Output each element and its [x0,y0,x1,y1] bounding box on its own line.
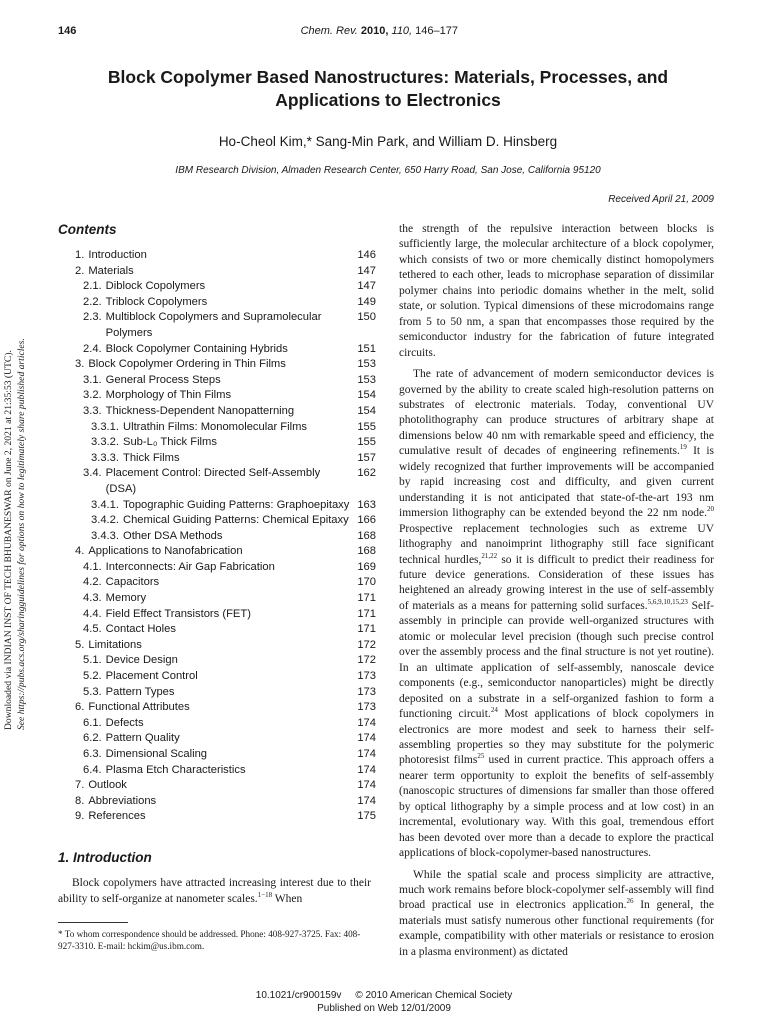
toc-entry-number: 6. [75,701,85,714]
toc-entry [58,529,376,545]
toc-entry-page: 169 [357,560,376,573]
toc-entry [58,731,376,747]
toc-entry-label: Block Copolymer Containing Hybrids [105,342,288,355]
toc-entry-label: Materials [88,264,134,277]
toc-entry [58,498,376,514]
toc-entry-label: Applications to Nanofabrication [88,545,243,558]
toc-entry-number: 3.4.1. [91,498,119,511]
toc-entry-page: 170 [357,576,376,589]
toc-entry [58,638,376,654]
footer-doi-line [0,990,768,1001]
toc-entry-label: Block Copolymer Ordering in Thin Films [88,358,286,371]
toc-entry-number: 5. [75,638,85,651]
toc-entry-label: Limitations [88,638,142,651]
toc-entry [58,544,376,560]
toc-entry-number: 7. [75,779,85,792]
toc-entry-label: Functional Attributes [88,701,190,714]
toc-entry-label: Dimensional Scaling [105,748,208,760]
table-of-contents [58,248,376,825]
footnote-divider [58,922,128,923]
download-notice-line1: Downloaded via INDIAN INST OF TECH BHUBANESWAR on June 2, 2021 at 21:35:53 (UTC). [3,350,14,730]
toc-entry-label: Pattern Types [105,685,175,698]
toc-entry-label: Interconnects: Air Gap Fabrication [105,560,275,573]
toc-entry-page: 157 [357,451,376,464]
toc-entry-label: Capacitors [105,576,160,589]
toc-entry-page: 175 [357,810,376,823]
toc-entry-page: 174 [357,716,376,729]
toc-entry-label: Plasma Etch Characteristics [105,763,246,776]
toc-entry [58,607,376,623]
toc-entry [58,669,376,685]
toc-entry-page: 153 [357,373,376,386]
toc-entry-page: 168 [357,529,376,542]
toc-entry-page: 171 [357,592,376,605]
toc-entry [58,451,376,467]
toc-entry-number: 3.2. [83,389,102,402]
toc-entry-number: 2.1. [83,280,102,293]
journal-citation [301,25,458,37]
toc-entry-page: 172 [357,654,376,667]
toc-entry [58,420,376,436]
toc-entry-number: 5.1. [83,654,102,667]
toc-entry [58,388,376,404]
toc-entry [58,404,376,420]
toc-entry-label: Sub-L₀ Thick Films [123,436,217,449]
introduction-heading: 1. Introduction [58,850,152,865]
toc-entry-number: 4.5. [83,623,102,636]
toc-entry [58,778,376,794]
toc-entry-page: 171 [357,623,376,636]
authors: Ho-Cheol Kim,* Sang-Min Park, and William D. Hinsberg [218,134,558,149]
toc-entry-number: 9. [75,810,85,823]
page-number: 146 [58,25,77,37]
contents-heading: Contents [58,222,117,237]
toc-entry-page: 155 [357,436,376,449]
toc-entry-label: Triblock Copolymers [105,295,208,308]
toc-entry [58,279,376,295]
toc-entry-number: 6.3. [83,748,102,760]
toc-entry [58,513,376,529]
toc-entry-page: 149 [357,295,376,308]
toc-entry-page: 155 [357,420,376,433]
toc-entry-label: Thickness-Dependent Nanopatterning [105,404,295,417]
toc-entry-page: 146 [357,249,376,261]
toc-entry [58,747,376,763]
body-right-column [399,222,714,966]
toc-entry-page: 172 [357,638,376,651]
toc-entry-label: Other DSA Methods [123,529,223,542]
body-paragraph-2: The rate of advancement of modern semiconductor devices is governed by the ability to create scaled high-resolution patterns on substrates of electronic materials. Today, conventional UV photolithography can produce structures of arbitrary shape at dimensions below 40 nm with remarkable speed and efficiency, the cumulative result of decades of engineering refinements.$^{19}$ It is widely recognized that further improvements will be accompanied by rapid increasing cost and difficulty, and given current understanding it is not anticipated that state-of-the-art 193 nm immersion lithography can be extended beyond the 22 nm node.$^{20}$ Prospective replacement technologies such as extreme UV lithography and nanoimprint lithography still face significant technical hurdles,$^{21,22}$ so it is difficult to predict their readiness for future device generations. Consideration of these issues has heightened an already growing interest in the use of self-assembly of materials as a means for patterning solid surfaces.$^{5,6,9,10,15,23}$ Self-assembly in principle can provide well-organized structures with atomic or molecular level precision (though such precise control over the assembly process and the final structure is not yet routine). In an ultimate application of self-assembly, nanoscale device components (e.g., semiconductor nanoparticles) might be directly deposited on a substrate in a self-organized fashion to form a functioning circuit.$^{24}$ Most applications of block copolymers in electronics are more modest and seek to harness their self-assembling properties so they may substitute for the polymeric photoresist films$^{25}$ used in current practice. This approach offers a nearer term opportunity to exploit the benefits of self-assembly (nanoscopic structures of dimensions far smaller than those offered by optical lithography by a simple process and at low cost) in an incremental, evolutionary way. With this goal, tremendous effort has been devoted over more than a decade to explore the practical applications of block-copolymer-based nanostructures. [399,368,714,860]
toc-entry-page: 154 [357,404,376,417]
toc-entry-number: 4.1. [83,560,102,573]
toc-entry-page: 171 [357,607,376,620]
toc-entry [58,248,376,264]
toc-entry-page: 163 [357,498,376,511]
toc-entry [58,763,376,779]
toc-entry-label: Topographic Guiding Patterns: Graphoepitaxy [123,498,350,511]
article-title: Block Copolymer Based Nanostructures: Materials, Processes, and Applications to Electronics [107,67,669,110]
toc-entry-number: 3.3.1. [91,420,119,433]
toc-entry [58,700,376,716]
toc-entry-label: Introduction [88,249,147,261]
toc-entry-number: 3.4.3. [91,529,119,542]
toc-entry-page: 153 [357,358,376,371]
toc-entry [58,622,376,638]
toc-entry-label: Memory [105,592,147,605]
toc-entry-number: 6.4. [83,763,102,776]
toc-entry [58,357,376,373]
toc-entry [58,575,376,591]
journal-pages: 146–177 [415,25,458,37]
toc-entry [58,685,376,701]
toc-entry-number: 3. [75,358,85,371]
toc-entry-number: 6.2. [83,732,102,745]
toc-entry [58,591,376,607]
toc-entry-label: Abbreviations [88,794,157,807]
toc-entry-label: Outlook [88,779,127,792]
toc-entry-number: 3.4. [83,467,102,480]
toc-entry-number: 3.3.3. [91,451,119,464]
toc-entry [58,466,376,497]
toc-entry-page: 151 [357,342,376,355]
toc-entry-label: Contact Holes [105,623,176,636]
toc-entry-label: Chemical Guiding Patterns: Chemical Epitaxy [123,514,349,527]
toc-entry-label: Multiblock Copolymers and Supramolecular Polymers [105,311,322,339]
toc-entry-page: 173 [357,670,376,683]
toc-entry-page: 174 [357,748,376,760]
affiliation: IBM Research Division, Almaden Research Center, 650 Harry Road, San Jose, California 95120 [175,165,601,176]
toc-entry [58,560,376,576]
toc-entry-number: 3.1. [83,373,102,386]
toc-entry [58,310,376,341]
toc-entry-number: 6.1. [83,716,102,729]
journal-year: 2010, [360,25,389,37]
published-date: Published on Web 12/01/2009 [317,1003,451,1014]
received-date: Received April 21, 2009 [608,194,714,205]
toc-entry-number: 8. [75,794,85,807]
toc-entry-page: 174 [357,763,376,776]
toc-entry-number: 2. [75,264,85,277]
doi: 10.1021/cr900159v [255,990,342,1001]
toc-entry-page: 147 [357,280,376,293]
toc-entry-number: 3.3.2. [91,436,119,449]
toc-entry [58,794,376,810]
toc-entry-page: 147 [357,264,376,277]
toc-entry-label: Ultrathin Films: Monomolecular Films [123,420,308,433]
download-notice-line2: See https://pubs.acs.org/sharingguidelines for options on how to legitimately share published articles. [16,338,27,730]
toc-entry-number: 2.4. [83,342,102,355]
toc-entry-label: References [88,810,146,823]
toc-entry [58,342,376,358]
toc-entry-number: 1. [75,249,85,261]
toc-entry-label: Morphology of Thin Films [105,389,232,402]
toc-entry-label: Device Design [105,654,178,667]
toc-entry-page: 174 [357,794,376,807]
toc-entry-label: Thick Films [123,451,180,464]
toc-entry-label: Diblock Copolymers [105,280,206,293]
toc-entry [58,653,376,669]
toc-entry [58,809,376,825]
toc-entry-page: 168 [357,545,376,558]
toc-entry-number: 4.2. [83,576,102,589]
download-notice [2,300,36,730]
toc-entry-number: 4. [75,545,85,558]
toc-entry [58,295,376,311]
toc-entry-label: Pattern Quality [105,732,180,745]
correspondence-footnote: * To whom correspondence should be addressed. Phone: 408-927-3725. Fax: 408-927-3310. E-mail: hckim@us.ibm.com. [58,929,361,951]
toc-entry-number: 4.3. [83,592,102,605]
toc-entry-page: 166 [357,514,376,527]
toc-entry-page: 162 [357,467,376,480]
toc-entry-page: 174 [357,779,376,792]
introduction-paragraph: Block copolymers have attracted increasing interest due to their ability to self-organize at nanometer scales.$^{1-18}$ When [58,877,371,905]
copyright: © 2010 American Chemical Society [355,990,513,1001]
journal-name: Chem. Rev. [300,25,358,37]
toc-entry-page: 174 [357,732,376,745]
toc-entry-number: 2.2. [83,295,102,308]
body-paragraph-3: While the spatial scale and process simplicity are attractive, much work remains before block-copolymer self-assembly will find broad practical use in electronics application.$^{26}$ In general, the materials must satisfy numerous other functional requirements (for example, compatibility with other materials or resistance to erosion in a plasma environment) as dictated [399,868,714,958]
toc-entry-number: 3.3. [83,404,102,417]
toc-entry-number: 4.4. [83,607,102,620]
toc-entry-number: 2.3. [83,311,102,324]
toc-entry-label: General Process Steps [105,373,221,386]
toc-entry [58,264,376,280]
toc-entry [58,716,376,732]
toc-entry-label: Field Effect Transistors (FET) [105,607,251,620]
toc-entry-label: Defects [105,716,144,729]
toc-entry-number: 5.3. [83,685,102,698]
toc-entry-page: 154 [357,389,376,402]
toc-entry [58,373,376,389]
toc-entry-page: 150 [357,311,376,324]
journal-volume: 110, [391,25,413,37]
toc-entry-page: 173 [357,685,376,698]
toc-entry-number: 3.4.2. [91,514,119,527]
toc-entry-label: Placement Control [105,670,198,683]
toc-entry [58,435,376,451]
toc-entry-number: 5.2. [83,670,102,683]
toc-entry-label: Placement Control: Directed Self-Assembly (DSA) [105,467,321,495]
body-paragraph-1: the strength of the repulsive interaction between blocks is sufficiently large, the molecular architecture of a block copolymer, which consists of two or more chemically distinct homopolymers tethered to each other, leads to microphase separation of dissimilar polymer chains into periodic domains whether in the melt, solid state, or solution. Typical dimensions of these microdomains range from 5 to 50 nm, a span that encompasses those required by the semiconductor industry for the fabrication of future integrated circuits. [399,223,714,359]
toc-entry-page: 173 [357,701,376,714]
